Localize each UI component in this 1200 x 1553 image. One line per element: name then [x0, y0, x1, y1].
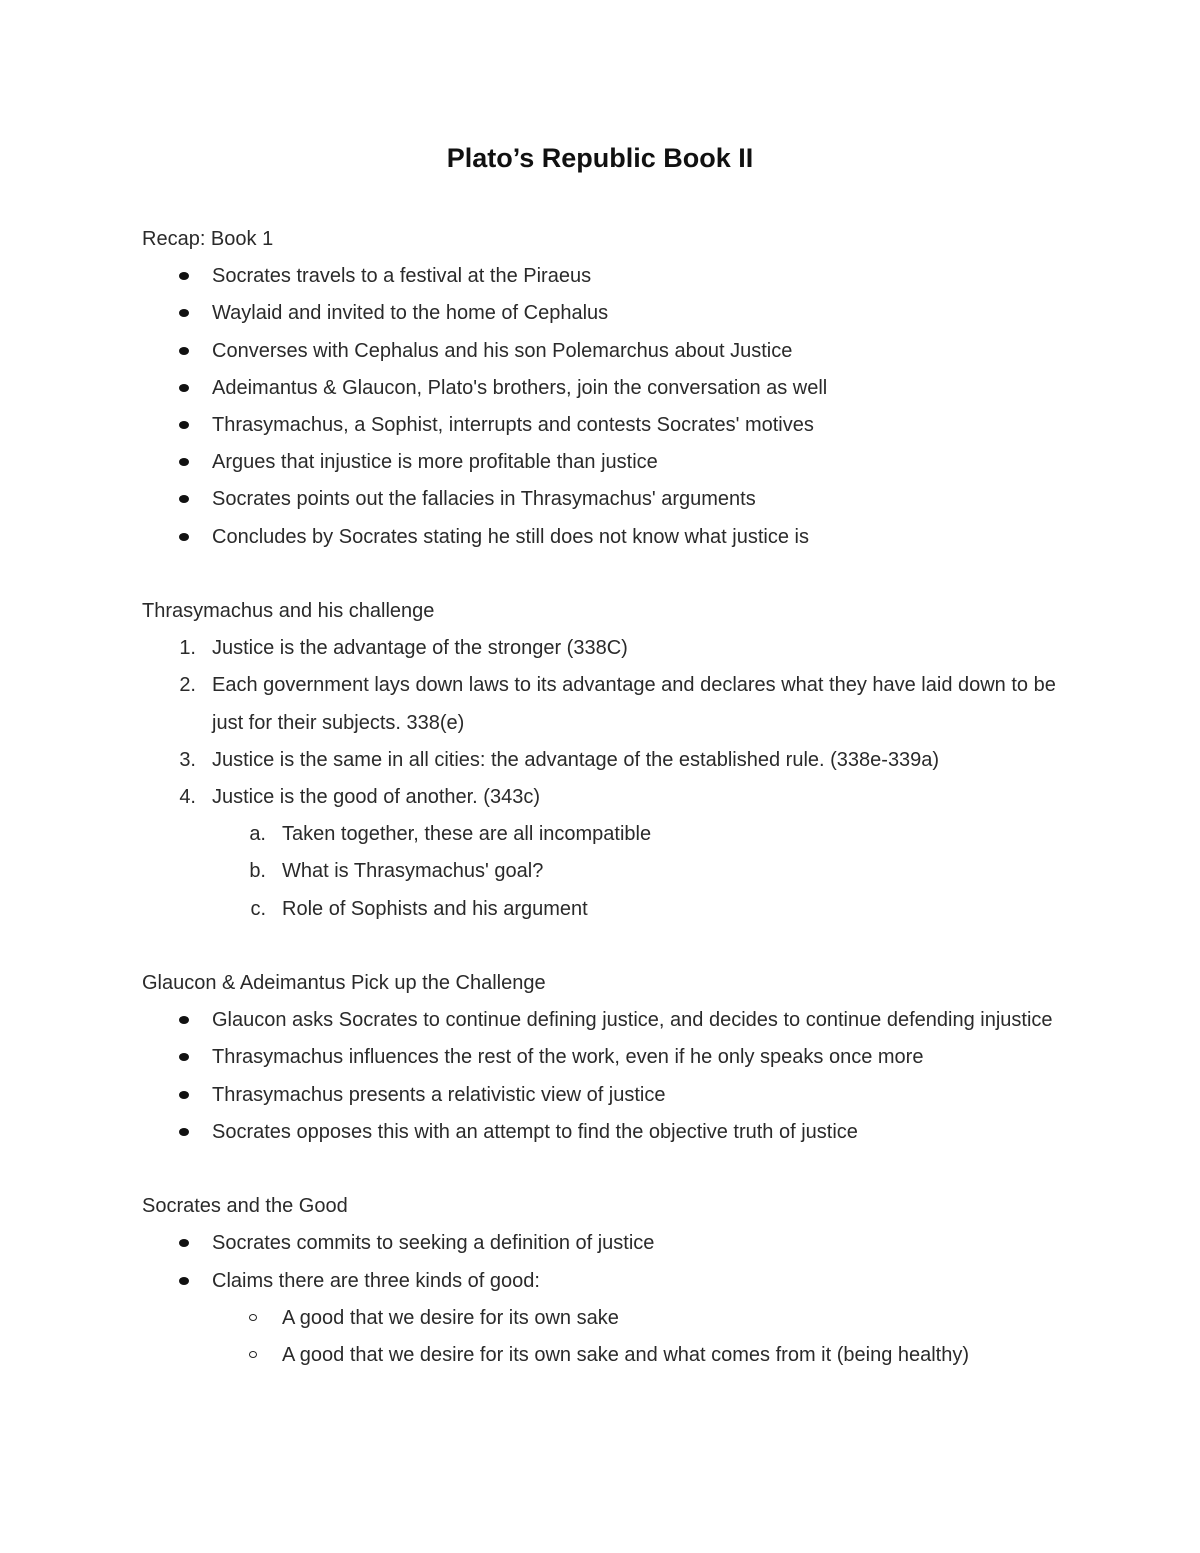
list-item-text: Justice is the same in all cities: the advantage of the established rule. (338e-339a): [212, 748, 940, 771]
bullet-icon: [179, 309, 189, 317]
list-item-text: Glaucon asks Socrates to continue defining justice, and decides to continue defending injustice: [212, 1009, 1053, 1032]
bullet-icon: [179, 272, 189, 280]
list-item-text: Socrates opposes this with an attempt to find the objective truth of justice: [212, 1120, 858, 1143]
list-item: [142, 481, 1082, 518]
list-letter: a.: [249, 823, 266, 846]
list-item: [142, 519, 1082, 556]
list-item: [142, 333, 1082, 370]
list-item: [142, 630, 1082, 667]
bullet-icon: [179, 384, 189, 392]
list-item-text: A good that we desire for its own sake: [282, 1306, 619, 1329]
list-item: [142, 1039, 1082, 1076]
list-item-text: Taken together, these are all incompatible: [282, 823, 652, 846]
list-item: [142, 1114, 1082, 1151]
bullet-icon: [179, 1053, 189, 1061]
list-item: [142, 444, 1082, 481]
sub-list-item: [142, 891, 1082, 928]
bullet-icon: [179, 1091, 189, 1099]
list-number: 2.: [179, 674, 196, 697]
list-item: [142, 1002, 1082, 1039]
bullet-icon: [179, 1277, 189, 1285]
list-item-text: Thrasymachus influences the rest of the work, even if he only speaks once more: [212, 1046, 924, 1069]
list-item: [142, 667, 1082, 741]
list-item: [142, 1263, 1082, 1300]
sub-list-item: [142, 1300, 1082, 1337]
section-spacer: [142, 556, 1082, 593]
list-item: [142, 742, 1082, 779]
list-item-text: Socrates travels to a festival at the Piraeus: [212, 265, 592, 288]
list-item-text: Argues that injustice is more profitable than justice: [212, 451, 658, 474]
list-item-text: Each government lays down laws to its advantage and declares what they have laid down to be just for their subjects. 338(e): [212, 674, 1056, 734]
section-heading-glaucon: Glaucon & Adeimantus Pick up the Challenge: [142, 972, 546, 995]
document-title: Plato’s Republic Book II: [446, 143, 754, 173]
recap-bullet-list: [142, 258, 1082, 556]
document-body: [142, 221, 1082, 1374]
bullet-icon: [179, 533, 189, 541]
list-item-text: Claims there are three kinds of good:: [212, 1269, 540, 1292]
list-item-text: A good that we desire for its own sake and what comes from it (being healthy): [282, 1344, 970, 1367]
section-heading-recap: Recap: Book 1: [142, 228, 274, 250]
sub-list-item: [142, 853, 1082, 890]
list-number: 1.: [179, 637, 196, 660]
list-item: [142, 1225, 1082, 1262]
good-bullet-list: [142, 1225, 1082, 1374]
section-spacer: [142, 1151, 1082, 1188]
bullet-icon: [179, 347, 189, 355]
list-item-text: What is Thrasymachus' goal?: [282, 860, 544, 883]
glaucon-bullet-list: [142, 1002, 1082, 1151]
bullet-icon: [179, 1128, 189, 1136]
list-item-text: Concludes by Socrates stating he still does not know what justice is: [212, 525, 809, 548]
list-item: [142, 258, 1082, 295]
section-spacer: [142, 928, 1082, 965]
bullet-icon: [179, 1016, 189, 1024]
list-item-text: Socrates points out the fallacies in Thrasymachus' arguments: [212, 488, 756, 511]
list-item-text: Thrasymachus presents a relativistic view of justice: [212, 1083, 666, 1106]
sub-list-item: [142, 816, 1082, 853]
list-letter: b.: [249, 860, 266, 883]
list-item-text: Role of Sophists and his argument: [282, 897, 588, 920]
sub-list-item: [142, 1337, 1082, 1374]
bullet-icon: [179, 495, 189, 503]
list-item-text: Justice is the good of another. (343c): [212, 786, 540, 809]
list-item-text: Justice is the advantage of the stronger (338C): [212, 637, 628, 660]
section-heading-good: Socrates and the Good: [142, 1195, 348, 1218]
list-letter: c.: [250, 897, 266, 920]
list-item-text: Adeimantus & Glaucon, Plato's brothers, join the conversation as well: [212, 376, 828, 399]
list-number: 3.: [179, 748, 196, 771]
bullet-icon: [179, 1239, 189, 1247]
list-item-text: Converses with Cephalus and his son Polemarchus about Justice: [212, 339, 793, 362]
hollow-bullet-icon: [249, 1351, 257, 1358]
list-item: [142, 370, 1082, 407]
list-number: 4.: [179, 786, 196, 809]
list-item: [142, 779, 1082, 816]
hollow-bullet-icon: [249, 1314, 257, 1321]
thrasymachus-numbered-list: [142, 630, 1082, 928]
list-item-text: Waylaid and invited to the home of Cephalus: [212, 302, 609, 325]
list-item-text: Thrasymachus, a Sophist, interrupts and contests Socrates' motives: [212, 414, 814, 437]
list-item-text: Socrates commits to seeking a definition of justice: [212, 1232, 655, 1255]
section-heading-thrasymachus: Thrasymachus and his challenge: [142, 600, 435, 623]
list-item: [142, 1077, 1082, 1114]
bullet-icon: [179, 421, 189, 429]
list-item: [142, 407, 1082, 444]
bullet-icon: [179, 458, 189, 466]
list-item: [142, 295, 1082, 332]
